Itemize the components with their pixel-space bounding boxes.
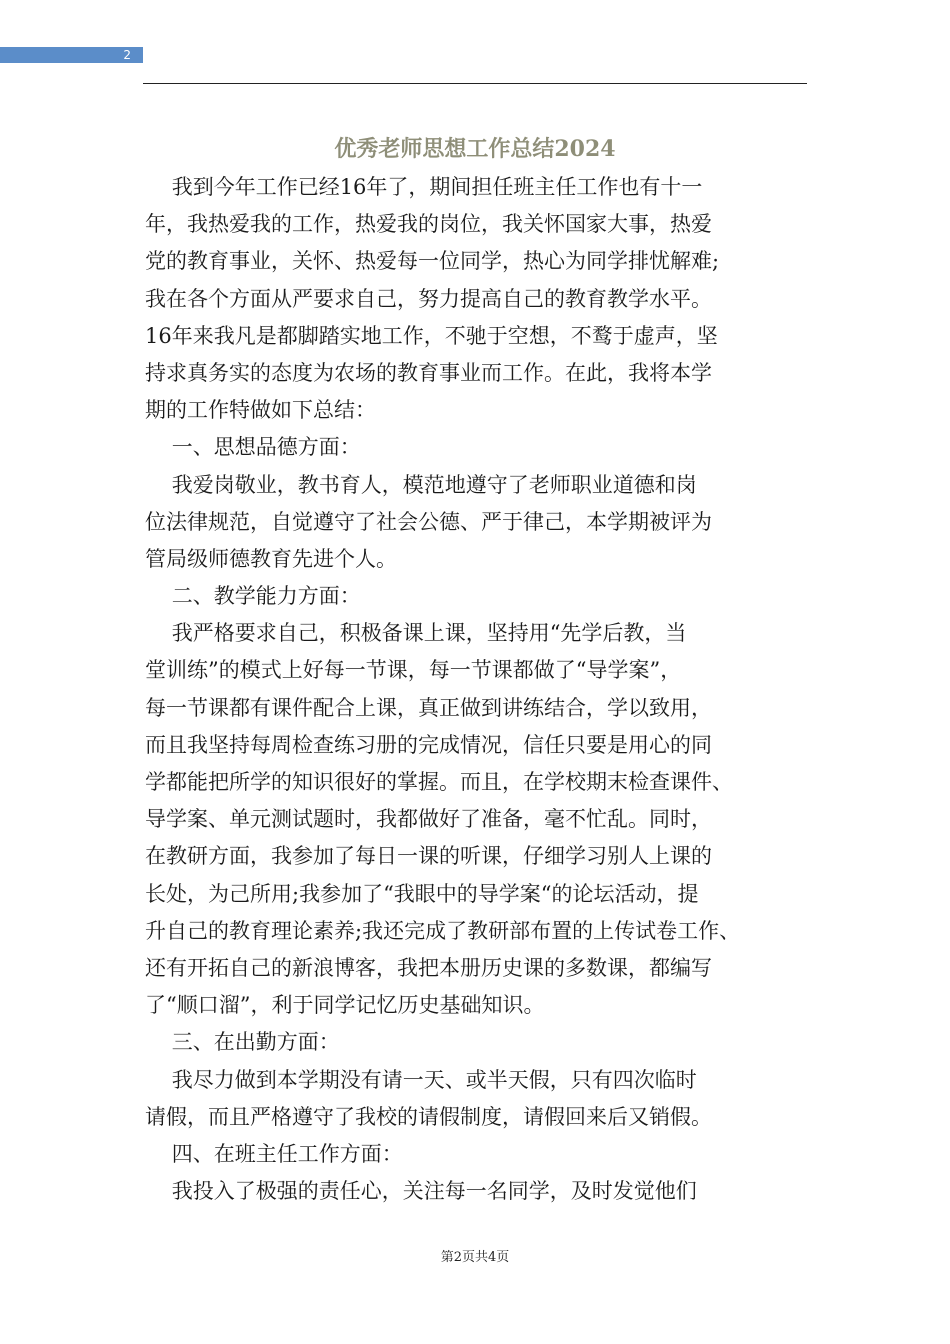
- body-line: 学都能把所学的知识很好的掌握。而且，在学校期末检查课件、: [145, 770, 733, 794]
- body-line: 位法律规范，自觉遵守了社会公德、严于律己，本学期被评为: [145, 509, 712, 534]
- page-number-tab: 2: [0, 47, 143, 63]
- body-line: 党的教育事业，关怀、热爱每一位同学，热心为同学排忧解难;: [145, 249, 720, 274]
- body-line: 在教研方面，我参加了每日一课的听课，仔细学习别人上课的: [145, 844, 712, 869]
- body-line: 我爱岗敬业，教书育人，模范地遵守了老师职业道德和岗: [145, 472, 697, 497]
- body-line: 四、在班主任工作方面：: [145, 1141, 403, 1166]
- body-line: 长处，为己所用;我参加了“我眼中的导学案“的论坛活动，提: [145, 881, 699, 906]
- body-line: 我到今年工作已经16年了，期间担任班主任工作也有十一: [145, 175, 703, 199]
- body-line: 还有开拓自己的新浪博客，我把本册历史课的多数课，都编写: [145, 955, 712, 980]
- page-footer: 第2页共4页: [440, 1250, 510, 1265]
- header-divider: [143, 83, 807, 84]
- body-line: 升自己的教育理论素养;我还完成了教研部布置的上传试卷工作、: [145, 918, 741, 943]
- body-line: 16年来我凡是都脚踏实地工作，不驰于空想，不鹜于虚声，坚: [145, 323, 718, 348]
- body-line: 了“顺口溜”，利于同学记忆历史基础知识。: [145, 993, 545, 1018]
- body-line: 请假，而且严格遵守了我校的请假制度，请假回来后又销假。: [145, 1104, 712, 1129]
- body-line: 我投入了极强的责任心，关注每一名同学，及时发觉他们: [145, 1179, 697, 1204]
- body-line: 堂训练”的模式上好每一节课，每一节课都做了“导学案”，: [145, 658, 682, 683]
- body-line: 一、思想品德方面：: [145, 435, 361, 460]
- body-line: 二、教学能力方面：: [145, 584, 361, 609]
- body-line: 我尽力做到本学期没有请一天、或半天假，只有四次临时: [145, 1067, 697, 1092]
- document-title: 优秀老师思想工作总结2024: [334, 136, 616, 162]
- body-line: 我严格要求自己，积极备课上课，坚持用“先学后教，当: [145, 621, 687, 646]
- body-line: 持求真务实的态度为农场的教育事业而工作。在此，我将本学: [145, 360, 712, 385]
- body-line: 而且我坚持每周检查练习册的完成情况，信任只要是用心的同: [145, 732, 712, 757]
- body-line: 三、在出勤方面：: [145, 1030, 340, 1055]
- document-body: [145, 169, 807, 1210]
- body-line: 年，我热爱我的工作，热爱我的岗位，我关怀国家大事，热爱: [145, 212, 712, 237]
- body-line: 每一节课都有课件配合上课，真正做到讲练结合，学以致用，: [145, 695, 712, 720]
- body-line: 导学案、单元测试题时，我都做好了准备，毫不忙乱。同时，: [145, 807, 712, 832]
- body-line: 管局级师德教育先进个人。: [145, 546, 397, 571]
- body-line: 我在各个方面从严要求自己，努力提高自己的教育教学水平。: [145, 286, 712, 311]
- body-line: 期的工作特做如下总结：: [145, 398, 376, 423]
